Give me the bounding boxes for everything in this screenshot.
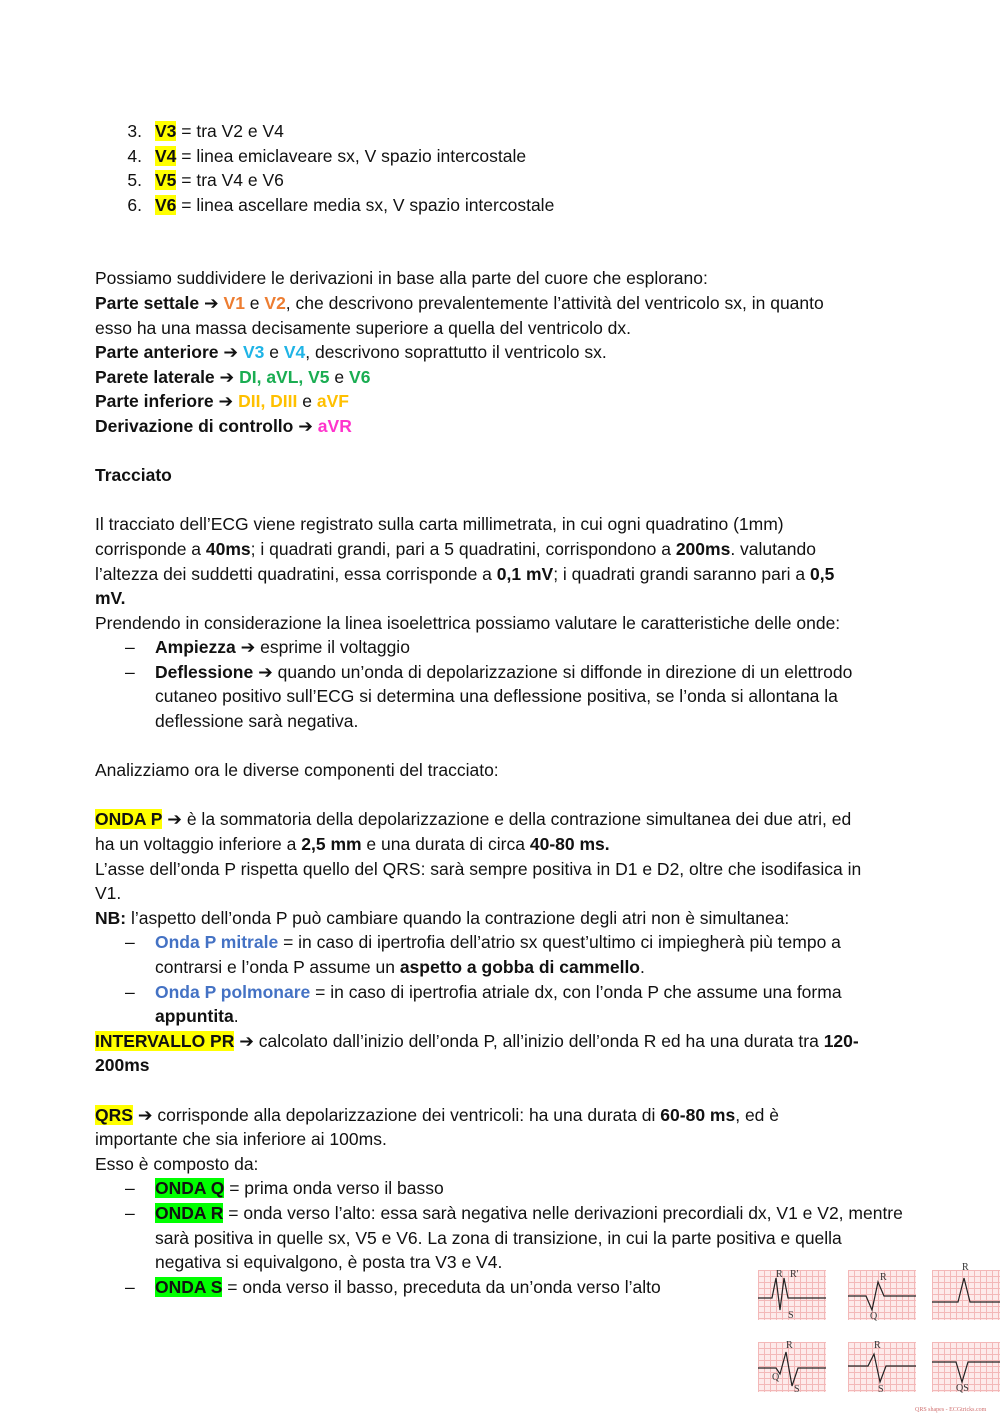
paragraph-line: V1. xyxy=(95,883,122,904)
arrow-icon: ➔ xyxy=(137,1104,153,1125)
wave-label: R xyxy=(874,1340,881,1351)
list-item: – ONDA R = onda verso l’alto: essa sarà negativa nelle derivazioni precordiali dx, V1 e V2, mentre sarà positiva in quelle sx, V5 e V6. La zona di transizione, in cui la parte positiva e quella negativa si equivalgono, è posta tra V3 e V4. xyxy=(95,1201,905,1275)
list-item: – Ampiezza ➔ esprime il voltaggio xyxy=(95,635,905,660)
list-item: 5. V5 = tra V4 e V6 xyxy=(127,170,284,191)
section-heading: Tracciato xyxy=(95,465,172,486)
wave-label: R xyxy=(880,1272,887,1283)
wave-label: S xyxy=(788,1310,794,1321)
arrow-icon: ➔ xyxy=(298,415,313,436)
list-item: 6. V6 = linea ascellare media sx, V spazio intercostale xyxy=(127,194,555,215)
bullet-dash: – xyxy=(125,1276,135,1297)
region-anteriore: Parte anteriore ➔ V3 e V4, descrivono soprattutto il ventricolo sx. xyxy=(95,342,607,363)
qrs-panel xyxy=(848,1340,916,1395)
list-item: – Deflessione ➔ quando un’onda di depolarizzazione si diffonde in direzione di un elettrodo cutaneo positivo sull’ECG si determina una deflessione positiva, se l’onda si allontana la deflessione sarà negativa. xyxy=(95,660,905,734)
leads-list xyxy=(95,119,905,217)
bullet-dash: – xyxy=(125,1178,135,1199)
wave-label: Q xyxy=(772,1372,780,1383)
paragraph-line: Il tracciato dell’ECG viene registrato sulla carta millimetrata, in cui ogni quadratino (1mm) xyxy=(95,514,784,535)
paragraph-line: corrisponde a 40ms; i quadrati grandi, pari a 5 quadratini, corrispondono a 200ms. valutando xyxy=(95,538,816,559)
paragraph-line: L’asse dell’onda P rispetta quello del QRS: sarà sempre positiva in D1 e D2, oltre che isodifasica in xyxy=(95,858,862,879)
list-item: 3. V3 = tra V2 e V4 xyxy=(127,121,284,141)
arrow-icon: ➔ xyxy=(239,1030,254,1051)
qrs-panel xyxy=(758,1270,826,1320)
wave-label: S xyxy=(878,1384,884,1395)
list-item: – ONDA Q = prima onda verso il basso xyxy=(95,1176,905,1201)
wave-label: QS xyxy=(956,1383,969,1394)
paragraph-line: importante che sia inferiore ai 100ms. xyxy=(95,1129,387,1150)
arrow-icon: ➔ xyxy=(203,292,219,313)
region-controllo: Derivazione di controllo ➔ aVR xyxy=(95,415,352,436)
qrs-shapes-figure xyxy=(750,1255,1000,1414)
list-item: – ONDA S = onda verso il basso, preceduta da un’onda verso l’alto xyxy=(95,1275,905,1300)
paragraph-line: Esso è composto da: xyxy=(95,1153,259,1174)
region-settale-cont: esso ha una massa decisamente superiore a quella del ventricolo dx. xyxy=(95,317,632,338)
wave-label: S xyxy=(794,1384,800,1395)
arrow-icon: ➔ xyxy=(240,637,256,658)
paragraph-line: NB: l’aspetto dell’onda P può cambiare quando la contrazione degli atri non è simultanea: xyxy=(95,907,790,928)
bullet-dash: – xyxy=(125,661,135,682)
arrow-icon: ➔ xyxy=(223,342,239,363)
region-laterale: Parete laterale ➔ DI, aVL, V5 e V6 xyxy=(95,366,371,387)
wave-label: R xyxy=(776,1269,783,1280)
document-page xyxy=(95,119,905,1299)
wave-label: Q xyxy=(870,1311,878,1322)
arrow-icon: ➔ xyxy=(218,391,234,412)
list-item: 4. V4 = linea emiclaveare sx, V spazio intercostale xyxy=(127,145,527,166)
figure-credit: QRS shapes - ECGtricks.com xyxy=(915,1407,987,1413)
paragraph-line: Prendendo in considerazione la linea isoelettrica possiamo valutare le caratteristiche delle onde: xyxy=(95,612,841,633)
paragraph-line: mV. xyxy=(95,588,126,609)
paragraph-line: ha un voltaggio inferiore a 2,5 mm e una durata di circa 40-80 ms. xyxy=(95,834,610,855)
regions-intro: Possiamo suddividere le derivazioni in base alla parte del cuore che esplorano: xyxy=(95,268,708,289)
qrs-panel xyxy=(932,1262,1000,1320)
region-inferiore: Parte inferiore ➔ DII, DIII e aVF xyxy=(95,391,349,412)
paragraph-line: Analizziamo ora le diverse componenti del tracciato: xyxy=(95,760,499,781)
wave-label: R xyxy=(962,1262,969,1273)
qrs-panel xyxy=(758,1340,826,1395)
region-settale: Parte settale ➔ V1 e V2, che descrivono prevalentemente l’attività del ventricolo sx, in quanto xyxy=(95,292,824,313)
paragraph-line: l’altezza dei suddetti quadratini, essa corrisponde a 0,1 mV; i quadrati grandi saranno pari a 0,5 xyxy=(95,563,835,584)
wave-label: R xyxy=(786,1340,793,1351)
bullet-dash: – xyxy=(125,981,135,1002)
wave-label: R' xyxy=(790,1269,799,1280)
paragraph-line: ONDA P ➔ è la sommatoria della depolarizzazione e della contrazione simultanea dei due atri, ed xyxy=(95,809,852,830)
bullet-dash: – xyxy=(125,637,135,658)
arrow-icon: ➔ xyxy=(219,366,235,387)
bullet-dash: – xyxy=(125,1202,135,1223)
bullet-dash: – xyxy=(125,932,135,953)
arrow-icon: ➔ xyxy=(258,661,273,682)
paragraph-line: QRS ➔ corrisponde alla depolarizzazione dei ventricoli: ha una durata di 60-80 ms, ed è xyxy=(95,1104,780,1125)
qrs-panel xyxy=(848,1270,916,1320)
arrow-icon: ➔ xyxy=(167,809,182,830)
qrs-panel xyxy=(932,1342,1000,1392)
paragraph-line: INTERVALLO PR ➔ calcolato dall’inizio dell’onda P, all’inizio dell’onda R ed ha una durata tra 120- xyxy=(95,1030,859,1051)
list-item: – Onda P mitrale = in caso di ipertrofia dell’atrio sx quest’ultimo ci impiegherà più tempo a contrarsi e l’onda P assume un aspetto a gobba di cammello. xyxy=(95,930,905,979)
paragraph-line: 200ms xyxy=(95,1055,150,1076)
list-item: – Onda P polmonare = in caso di ipertrofia atriale dx, con l’onda P che assume una forma appuntita. xyxy=(95,980,905,1029)
